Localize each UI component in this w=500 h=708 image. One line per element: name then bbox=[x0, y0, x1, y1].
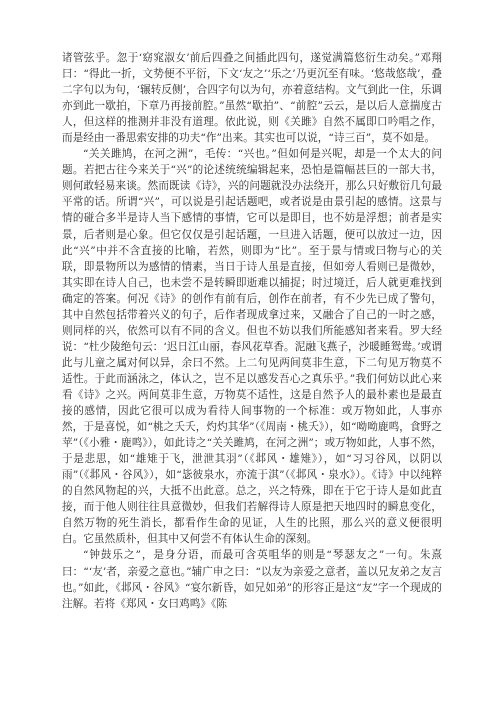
paragraph-2: “关关雎鸠，在河之洲”，毛传：“兴也。”但如何是兴呢，却是一个太大的问题。若把古往今来关于“兴”的论述统统编辑起来，恐怕是篇幅甚巨的一部大书，则何敢轻易来谈。然而既读《诗》，兴的问题就没办法绕开，那么只好敷衍几句最平常的话。所谓“兴”，可以说是引起话题吧，或者说是由景引起的感情。这景与情的碰合多半是诗人当下感情的事情，它可以是即目，也不妨是浮想；前者是实景，后者则是心象。但它仅仅是引起话题，一旦进入话题，便可以放过一边，因此“兴”中并不含直接的比喻，若然，则即为“比”。至于景与情或曰物与心的关联，即景物所以为感情的情素，当日于诗人虽是直接，但如旁人看则已是微妙，其实即在诗人自己，也未尝不是转瞬即逝难以捕捉；时过境迁，后人就更难找到确定的答案。何况《诗》的创作有前有后，创作在前者，有不少先已成了警句，其中自然包括带着兴义的句子，后作者现成拿过来，又融合了自己的一时之感，则同样的兴，依然可以有不同的含义。但也不妨以我们所能感知者来看。罗大经说：“杜少陵绝句云：‘迟日江山丽，春风花草香。泥融飞燕子，沙暖睡鸳鸯。’或谓此与儿童之属对何以异，余曰不然。上二句见两间莫非生意，下二句见万物莫不适性。于此而涵泳之，体认之，岂不足以感发吾心之真乐乎。”我们何妨以此心来看《诗》之兴。两间莫非生意，万物莫不适性，这是自然予人的最朴素也是最直接的感情，因此它很可以成为看待人间事物的一个标准：或万物如此，人事亦然，于是喜悦，如“桃之夭夭，灼灼其华”（《周南・桃夭》），如“呦呦鹿鸣，食野之苹”（《小雅・鹿鸣》），如此诗之“关关雎鸠，在河之洲”；或万物如此，人事不然，于是悲思，如“雄雉于飞，泄泄其羽”（《邶风・雄雉》），如“习习谷风，以阴以雨”（《邶风・谷风》），如“毖彼泉水，亦流于淇”（《邶风・泉水》）。《诗》中以纯粹的自然风物起的兴，大抵不出此意。总之，兴之特殊，即在于它于诗人是如此直接，而于他人则往往具意微妙，但我们若解得诗人原是把天地四时的瞬息变化，自然万物的死生消长，都看作生命的见证，人生的比照，那么兴的意义便很明白。它虽然质朴，但其中又何尝不有体认生命的深刻。 bbox=[62, 148, 442, 546]
paragraph-3: “钟鼓乐之”，是身分语，而最可含英咀华的则是“琴瑟友之”一句。朱熹曰：“‘友’者，亲爱之意也。”辅广申之曰：“以友为亲爱之意者，盖以兄友弟之友言也。”如此，《邶风・谷风》“宴尔新昏，如兄如弟”的形容正是这“友”字一个现成的注解。若将《郑风・女曰鸡鸣》《陈 bbox=[62, 549, 442, 610]
paragraph-1: 诸管弦乎。忽于‘窈窕淑女’前后四叠之间插此四句，遂觉满篇悠衍生动矣。”邓翔曰：“得此一折，文势便不平衍，下文‘友之’‘乐之’乃更沉至有味。‘悠哉悠哉’，叠二字句以为句，‘辗转反侧’，合四字句以为句，亦着意结构。文气到此一住，乐调亦到此一歇拍，下章乃再接前腔。”虽然“歇拍”、“前腔”云云，是以后人意揣度古人，但这样的推测并非没有道理。依此说，则《关雎》自然不属即口吟唱之作，而是经由一番思索安排的功夫“作”出来。其实也可以说，“诗三百”，莫不如是。 bbox=[62, 52, 442, 145]
